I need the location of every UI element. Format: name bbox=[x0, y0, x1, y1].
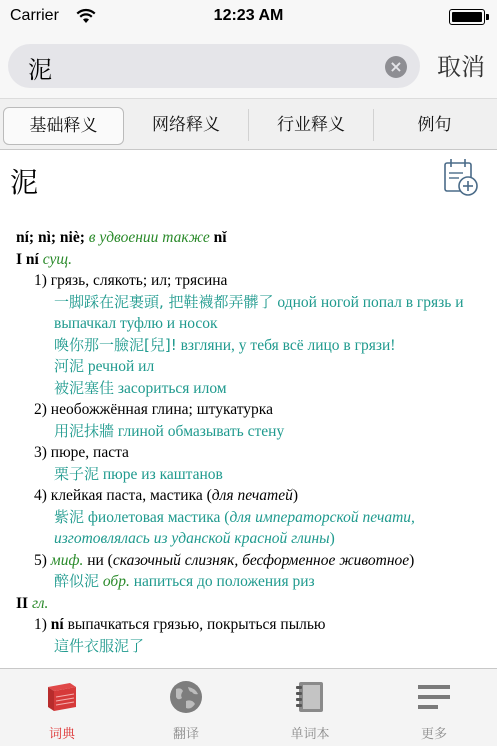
example bbox=[16, 464, 484, 486]
more-icon bbox=[416, 679, 452, 715]
sense-text: ) bbox=[409, 551, 415, 569]
tab-examples[interactable] bbox=[374, 107, 495, 145]
section-heading bbox=[16, 249, 484, 271]
example bbox=[16, 356, 484, 378]
example-note: для императорской печати, изготовлялась из уданской красной глины bbox=[54, 508, 415, 547]
tab-label: 基础释义 bbox=[29, 116, 98, 136]
example-translation: ) bbox=[329, 530, 335, 547]
example-translation: фиолетовая мастика ( bbox=[87, 508, 230, 526]
sense-note: для печатей bbox=[211, 487, 293, 504]
example-translation: речной ил bbox=[87, 358, 155, 375]
tab-label: 更多 bbox=[420, 727, 447, 742]
cancel-button[interactable]: 取消 bbox=[437, 53, 485, 81]
sense bbox=[16, 485, 484, 507]
example bbox=[16, 378, 484, 400]
entry-body bbox=[16, 227, 484, 657]
search-query: 泥 bbox=[28, 56, 52, 84]
example-chinese: 紫泥 bbox=[54, 507, 85, 526]
tab-more[interactable] bbox=[372, 669, 496, 746]
definition-tabs bbox=[0, 98, 497, 150]
example-chinese: 一脚踩在泥裹頭, 把鞋襪都弄髒了 bbox=[54, 292, 274, 311]
pinyin-extra: nǐ bbox=[213, 229, 227, 246]
tab-label: 例句 bbox=[417, 115, 452, 135]
battery-icon bbox=[449, 9, 485, 25]
tab-label: 单词本 bbox=[290, 727, 330, 742]
sense-note: сказочный слизняк, бесформенное животное bbox=[112, 551, 410, 569]
grammar-note: обр. bbox=[102, 573, 130, 590]
pronunciation-line bbox=[16, 227, 484, 249]
sense-text: ) bbox=[292, 487, 299, 504]
bottom-tab-bar bbox=[0, 668, 497, 746]
example bbox=[16, 335, 484, 357]
clear-icon[interactable]: × bbox=[385, 56, 407, 78]
carrier-label: Carrier bbox=[10, 7, 59, 24]
example-chinese: 喚你那一臉泥[兒]! bbox=[54, 335, 177, 354]
grammar-note: миф. bbox=[50, 551, 84, 569]
notebook-icon bbox=[292, 679, 328, 715]
search-input[interactable] bbox=[8, 44, 420, 88]
section-heading bbox=[16, 593, 484, 615]
example bbox=[16, 636, 484, 658]
example-translation: взгляни, у тебя всё лицо в грязи! bbox=[180, 336, 396, 354]
example bbox=[16, 421, 484, 443]
tab-industry[interactable] bbox=[249, 107, 373, 145]
example-translation: засориться илом bbox=[117, 379, 227, 397]
example-chinese: 栗子泥 bbox=[54, 464, 100, 483]
section-pinyin: ní bbox=[25, 250, 39, 268]
tab-dictionary[interactable] bbox=[0, 669, 124, 746]
example-translation: одной ногой попал в грязь и выпачкал туфлю и носок bbox=[54, 293, 464, 332]
example-translation: напиться до положения риз bbox=[133, 573, 315, 590]
section-number: I bbox=[16, 250, 23, 268]
pinyin: ní; nì; niè; bbox=[16, 229, 85, 246]
sense: 1) грязь, слякоть; ил; трясина bbox=[34, 272, 228, 289]
headword: 泥 bbox=[10, 166, 39, 199]
tab-label: 网络释义 bbox=[152, 115, 220, 135]
part-of-speech: сущ. bbox=[42, 250, 72, 268]
tab-label: 词典 bbox=[48, 727, 75, 742]
sense bbox=[16, 550, 484, 572]
grammar-note: в удвоении также bbox=[88, 229, 210, 246]
example bbox=[16, 507, 484, 550]
status-bar bbox=[0, 0, 497, 34]
globe-icon bbox=[168, 679, 204, 715]
tab-label: 行业释义 bbox=[277, 115, 345, 135]
example-chinese: 河泥 bbox=[54, 357, 85, 375]
sense-number: 1) bbox=[34, 616, 47, 633]
search-bar bbox=[0, 34, 497, 98]
sense-text: 4) клейкая паста, мастика ( bbox=[34, 487, 212, 504]
example bbox=[16, 292, 484, 335]
example-translation: пюре из каштанов bbox=[102, 465, 223, 483]
dictionary-icon bbox=[44, 679, 80, 715]
clock: 12:23 AM bbox=[213, 7, 284, 24]
example-translation: глиной обмазывать стену bbox=[117, 422, 285, 440]
sense-text: выпачкаться грязью, покрыться пылью bbox=[67, 616, 326, 633]
tab-label: 翻译 bbox=[172, 727, 199, 742]
tab-web[interactable] bbox=[124, 107, 248, 145]
sense-text: ни ( bbox=[87, 551, 113, 569]
example-chinese: 醉似泥 bbox=[54, 572, 100, 590]
add-to-notebook-icon[interactable] bbox=[443, 157, 479, 197]
example-chinese: 被泥塞佳 bbox=[54, 378, 115, 397]
sense bbox=[16, 614, 484, 636]
section-number: II bbox=[16, 594, 29, 612]
sense-number: 5) bbox=[34, 551, 47, 569]
example-chinese: 這件衣服泥了 bbox=[54, 636, 145, 655]
tab-basic[interactable] bbox=[3, 107, 124, 145]
example bbox=[16, 571, 484, 593]
sense: 3) пюре, паста bbox=[34, 444, 129, 461]
part-of-speech: гл. bbox=[31, 594, 49, 612]
tab-translate[interactable] bbox=[124, 669, 248, 746]
definition-content[interactable] bbox=[0, 151, 497, 668]
example-chinese: 用泥抹牆 bbox=[54, 421, 115, 440]
sense: 2) необожжённая глина; штукатурка bbox=[34, 401, 273, 418]
sense-pinyin: ní bbox=[50, 616, 64, 633]
tab-wordbook[interactable] bbox=[248, 669, 372, 746]
